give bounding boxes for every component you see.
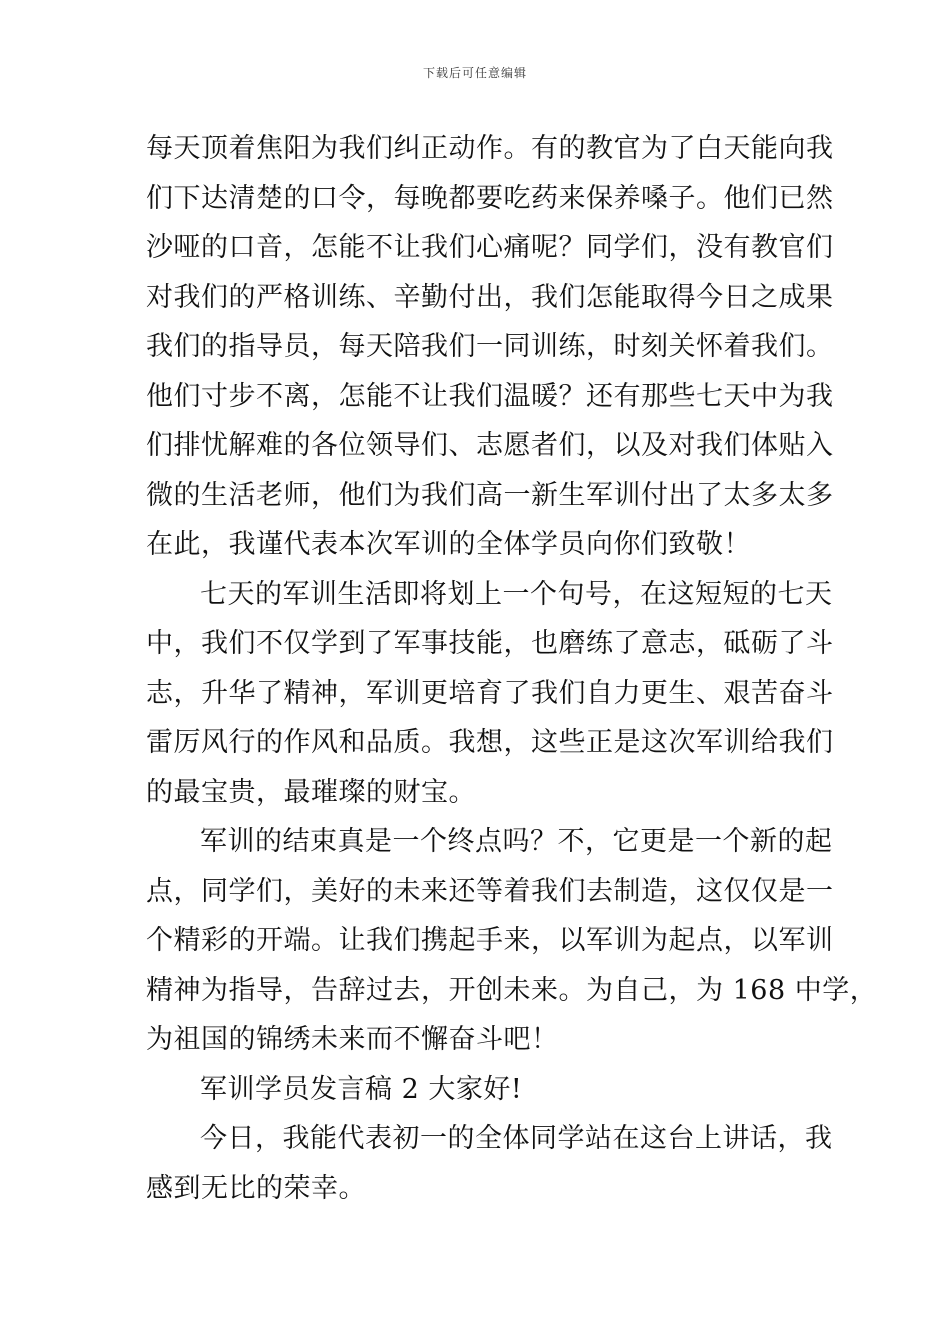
text-line: 感到无比的荣幸。 [146, 1172, 366, 1204]
text-line: 他们寸步不离，怎能不让我们温暖？还有那些七天中为我 [146, 380, 834, 412]
text-line: 精神为指导，告辞过去，开创未来。为自己，为 168 中学， [146, 974, 878, 1006]
text-line: 志，升华了精神，军训更培育了我们自力更生、艰苦奋斗 [146, 677, 834, 709]
text-line: 在此，我谨代表本次军训的全体学员向你们致敬！ [146, 529, 751, 560]
text-line: 们下达清楚的口令，每晚都要吃药来保养嗓子。他们已然 [146, 182, 834, 214]
text-line: 我们的指导员，每天陪我们一同训练，时刻关怀着我们。 [146, 331, 834, 362]
text-line: 七天的军训生活即将划上一个句号，在这短短的七天 [200, 578, 833, 610]
text-line: 今日，我能代表初一的全体同学站在这台上讲话，我 [200, 1123, 833, 1154]
text-line: 的最宝贵，最璀璨的财宝。 [146, 776, 476, 808]
text-line: 中，我们不仅学到了军事技能，也磨练了意志，砥砺了斗 [146, 628, 834, 659]
text-line: 们排忧解难的各位领导们、志愿者们，以及对我们体贴入 [146, 430, 834, 461]
text-line: 雷厉风行的作风和品质。我想，这些正是这次军训给我们 [146, 727, 834, 758]
text-line: 点，同学们，美好的未来还等着我们去制造，这仅仅是一 [146, 875, 834, 907]
text-line: 军训的结束真是一个终点吗？不，它更是一个新的起 [200, 826, 833, 857]
text-line: 对我们的严格训练、辛勤付出，我们怎能取得今日之成果 [146, 281, 834, 313]
text-line: 每天顶着焦阳为我们纠正动作。有的教官为了白天能向我 [146, 133, 834, 164]
text-line: 沙哑的口音，怎能不让我们心痛呢？同学们，没有教官们 [146, 232, 834, 263]
text-line: 微的生活老师，他们为我们高一新生军训付出了太多太多 [146, 479, 834, 511]
document-body [146, 124, 878, 1213]
text-line: 军训学员发言稿 2 大家好! [200, 1073, 523, 1105]
text-line: 为祖国的锦绣未来而不懈奋斗吧！ [146, 1024, 559, 1055]
text-line: 个精彩的开端。让我们携起手来，以军训为起点，以军训 [146, 925, 834, 956]
page-header-note: 下载后可任意编辑 [422, 66, 527, 80]
